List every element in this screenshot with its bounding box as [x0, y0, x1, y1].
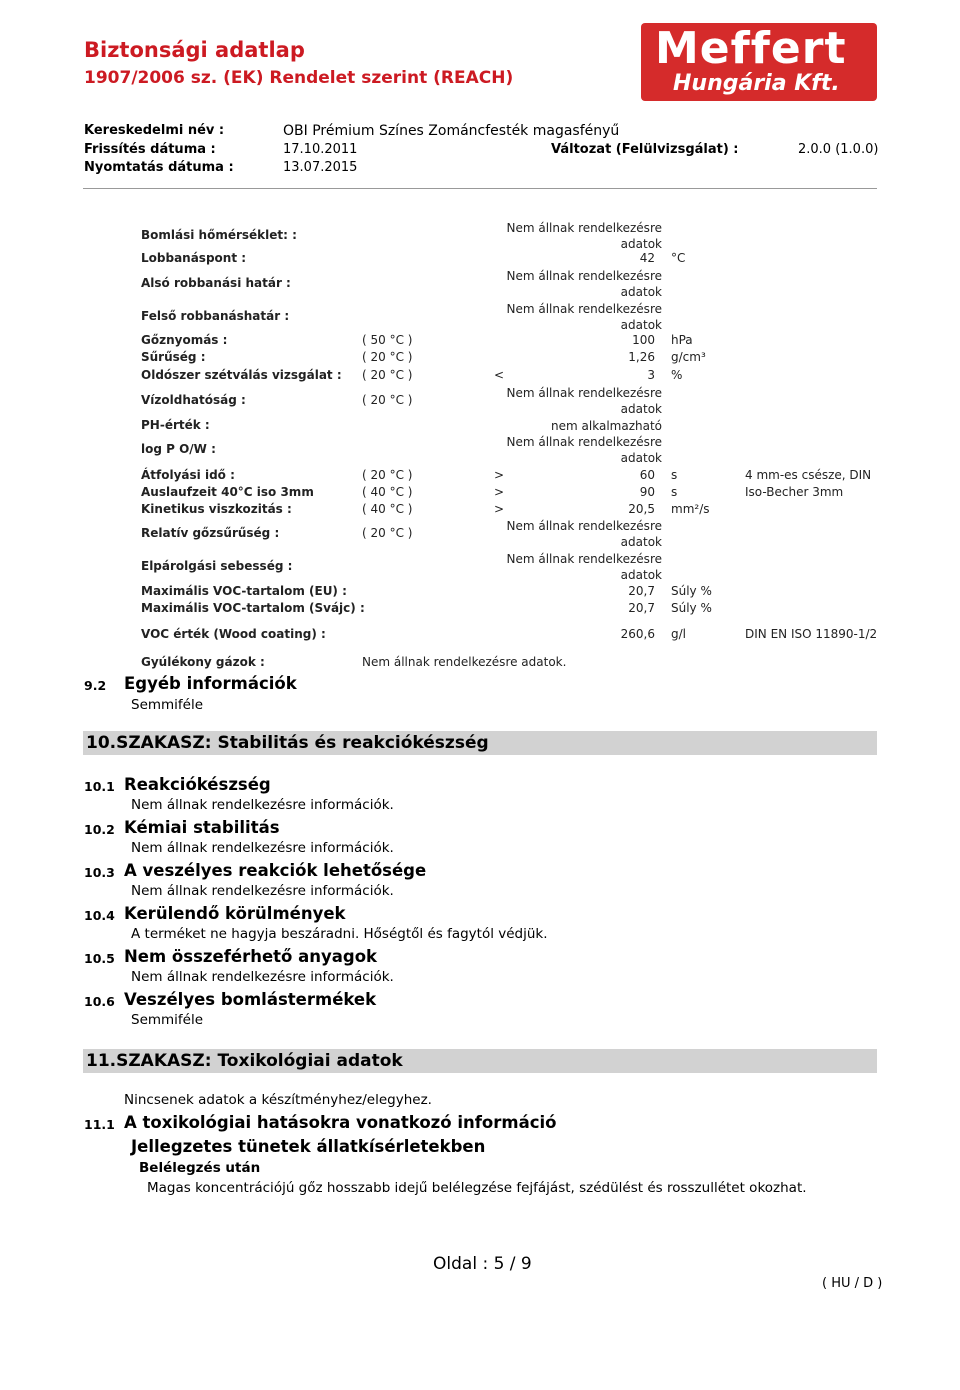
- property-row: [0, 385, 960, 417]
- property-value: 90: [639, 485, 655, 499]
- document-subtitle: 1907/2006 sz. (EK) Rendelet szerint (REACH): [84, 68, 514, 88]
- language-code: ( HU / D ): [822, 1276, 883, 1291]
- property-value: nem alkalmazható: [551, 419, 662, 433]
- property-label: Maximális VOC-tartalom (Svájc) :: [141, 601, 365, 615]
- subsection-title: Kerülendő körülmények: [124, 904, 346, 923]
- property-unit: °C: [671, 251, 686, 265]
- property-row: [0, 301, 960, 333]
- property-label: Átfolyási idő :: [141, 468, 235, 482]
- property-row: [0, 434, 960, 466]
- section10-bar: [83, 731, 877, 755]
- print-date-value: 13.07.2015: [283, 160, 358, 175]
- property-condition: ( 20 °C ): [362, 468, 413, 482]
- property-condition: ( 40 °C ): [362, 502, 413, 516]
- property-value: 20,7: [628, 601, 655, 615]
- subsection-title: Reakciókészség: [124, 775, 271, 794]
- property-row: [0, 251, 960, 267]
- property-label: VOC érték (Wood coating) :: [141, 627, 326, 641]
- property-value: 60: [639, 468, 655, 482]
- property-condition: ( 20 °C ): [362, 526, 413, 540]
- subsection-text: Nem állnak rendelkezésre információk.: [131, 797, 394, 813]
- property-row: [0, 551, 960, 583]
- property-value: Nem állnak rendelkezésre adatok: [506, 552, 662, 582]
- property-condition: ( 20 °C ): [362, 393, 413, 407]
- property-value: 20,7: [628, 584, 655, 598]
- property-value: Nem állnak rendelkezésre adatok: [506, 221, 662, 251]
- page-number: Oldal : 5 / 9: [433, 1254, 532, 1274]
- property-label: Relatív gőzsűrűség :: [141, 526, 280, 540]
- property-label: Lobbanáspont :: [141, 251, 247, 265]
- section-title: Egyéb információk: [124, 674, 297, 693]
- property-operator: >: [494, 502, 505, 516]
- property-condition: ( 20 °C ): [362, 350, 413, 364]
- property-unit: g/cm³: [671, 350, 706, 364]
- property-label: Felső robbanáshatár :: [141, 309, 290, 323]
- subsection-text: Nem állnak rendelkezésre információk.: [131, 969, 394, 985]
- property-label: Elpárolgási sebesség :: [141, 559, 293, 573]
- document-title: Biztonsági adatlap: [84, 38, 305, 62]
- company-logo: [641, 23, 877, 101]
- property-label: PH-érték :: [141, 418, 210, 432]
- property-row: [0, 584, 960, 600]
- trade-name-value: OBI Prémium Színes Zománcfesték magasfényű: [283, 123, 620, 139]
- property-row: [0, 619, 960, 651]
- subsection-text: A terméket ne hagyja beszáradni. Hőségtől és fagytól védjük.: [131, 926, 548, 942]
- property-row: [0, 468, 960, 484]
- subsection-text: Semmiféle: [131, 1012, 204, 1028]
- property-unit: Súly %: [671, 584, 712, 598]
- property-value: 100: [632, 333, 655, 347]
- property-unit: Súly %: [671, 601, 712, 615]
- property-operator: <: [494, 368, 505, 382]
- property-label: Kinetikus viszkozitás :: [141, 502, 292, 516]
- property-row: [0, 518, 960, 550]
- header-divider: [83, 188, 877, 189]
- subsection-number: 10.6: [84, 994, 115, 1009]
- subsection-heading: Jellegzetes tünetek állatkísérletekben: [131, 1137, 486, 1156]
- property-remark: 4 mm-es csésze, DIN: [745, 468, 872, 482]
- property-row: [0, 368, 960, 384]
- subsection-title: A toxikológiai hatásokra vonatkozó információ: [124, 1113, 557, 1132]
- trade-name-label: Kereskedelmi név :: [84, 123, 225, 138]
- property-row: [0, 601, 960, 617]
- flammable-gases-label: Gyúlékony gázok :: [141, 655, 265, 669]
- property-value: Nem állnak rendelkezésre adatok: [506, 386, 662, 416]
- property-label: Bomlási hőmérséklet: :: [141, 228, 297, 242]
- revision-date-label: Frissítés dátuma :: [84, 142, 216, 157]
- route-text: Magas koncentrációjú gőz hosszabb idejű belélegzése fejfájást, szédülést és rosszullétet okozhat.: [147, 1180, 807, 1196]
- property-row: [0, 333, 960, 349]
- property-label: log P O/W :: [141, 442, 216, 456]
- property-remark: DIN EN ISO 11890-1/2: [745, 627, 878, 641]
- subsection-number: 10.3: [84, 865, 115, 880]
- section11-bar: [83, 1049, 877, 1073]
- property-unit: mm²/s: [671, 502, 710, 516]
- property-label: Sűrűség :: [141, 350, 206, 364]
- property-value: Nem állnak rendelkezésre adatok: [506, 519, 662, 549]
- logo-line2: Hungária Kft.: [673, 71, 840, 96]
- property-condition: ( 40 °C ): [362, 485, 413, 499]
- property-condition: ( 50 °C ): [362, 333, 413, 347]
- property-unit: s: [671, 468, 678, 482]
- property-row: [0, 485, 960, 501]
- subsection-title: Nem összeférhető anyagok: [124, 947, 378, 966]
- version-label: Változat (Felülvizsgálat) :: [551, 142, 739, 157]
- section11-intro: Nincsenek adatok a készítményhez/elegyhez.: [124, 1092, 432, 1108]
- property-label: Gőznyomás :: [141, 333, 228, 347]
- subsection-title: Kémiai stabilitás: [124, 818, 280, 837]
- revision-date-value: 17.10.2011: [283, 142, 358, 157]
- subsection-number: 10.5: [84, 951, 115, 966]
- property-label: Oldószer szétválás vizsgálat :: [141, 368, 342, 382]
- property-row: [0, 502, 960, 518]
- route-heading: Belélegzés után: [139, 1160, 261, 1176]
- property-unit: %: [671, 368, 683, 382]
- property-row: [0, 220, 960, 252]
- section-number: 9.2: [84, 678, 107, 693]
- subsection-number: 11.1: [84, 1117, 115, 1132]
- property-value: 3: [647, 368, 655, 382]
- property-value: 42: [639, 251, 655, 265]
- property-value: 1,26: [628, 350, 655, 364]
- subsection-number: 10.1: [84, 779, 115, 794]
- subsection-title: A veszélyes reakciók lehetősége: [124, 861, 427, 880]
- subsection-text: Nem állnak rendelkezésre információk.: [131, 883, 394, 899]
- property-row: [0, 418, 960, 434]
- logo-line1: Meffert: [655, 23, 847, 74]
- property-value: 20,5: [628, 502, 655, 516]
- flammable-gases-value: Nem állnak rendelkezésre adatok.: [362, 655, 567, 669]
- property-label: Maximális VOC-tartalom (EU) :: [141, 584, 347, 598]
- property-label: Alsó robbanási határ :: [141, 276, 291, 290]
- version-value: 2.0.0 (1.0.0): [798, 142, 879, 157]
- section11-title: 11.SZAKASZ: Toxikológiai adatok: [86, 1051, 403, 1071]
- property-value: Nem állnak rendelkezésre adatok: [506, 302, 662, 332]
- subsection-number: 10.4: [84, 908, 115, 923]
- property-row: [0, 268, 960, 300]
- property-remark: Iso-Becher 3mm: [745, 485, 844, 499]
- section10-title: 10.SZAKASZ: Stabilitás és reakciókészség: [86, 733, 489, 753]
- subsection-title: Veszélyes bomlástermékek: [124, 990, 377, 1009]
- print-date-label: Nyomtatás dátuma :: [84, 160, 234, 175]
- property-unit: hPa: [671, 333, 693, 347]
- property-operator: >: [494, 485, 505, 499]
- property-unit: g/l: [671, 627, 686, 641]
- section-text: Semmiféle: [131, 697, 204, 713]
- property-condition: ( 20 °C ): [362, 368, 413, 382]
- property-value: Nem állnak rendelkezésre adatok: [506, 435, 662, 465]
- property-value: Nem állnak rendelkezésre adatok: [506, 269, 662, 299]
- property-unit: s: [671, 485, 678, 499]
- property-label: Auslaufzeit 40°C iso 3mm: [141, 485, 314, 499]
- subsection-number: 10.2: [84, 822, 115, 837]
- property-row: [0, 350, 960, 366]
- subsection-text: Nem állnak rendelkezésre információk.: [131, 840, 394, 856]
- property-label: Vízoldhatóság :: [141, 393, 246, 407]
- property-operator: >: [494, 468, 505, 482]
- property-value: 260,6: [620, 627, 655, 641]
